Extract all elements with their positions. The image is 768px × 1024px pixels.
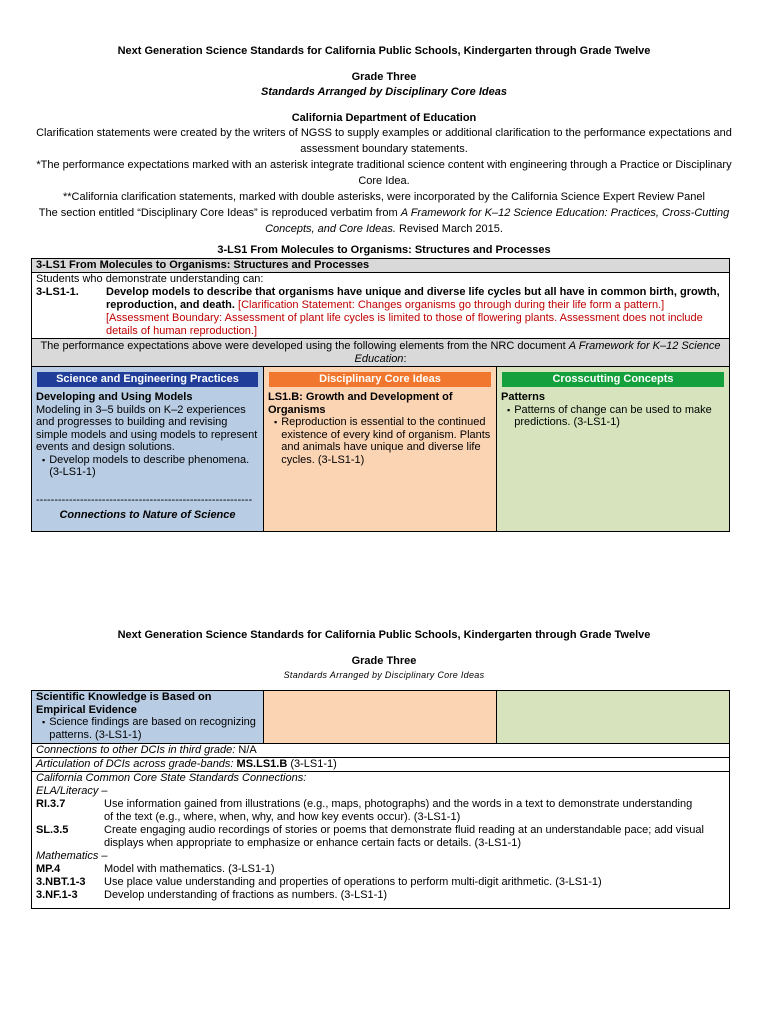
table-header: 3-LS1 From Molecules to Organisms: Structures and Processes [32,259,729,273]
bullet-icon: ▪ [507,404,511,415]
ela-item: RI.3.7 Use information gained from illustrations (e.g., maps, photographs) and the words in a text to demonstrate understanding of the text (e.g., where, when, why, and how key events occur). (3-LS1-1) [36,798,693,823]
sep-continued-bullet: ▪ Science findings are based on recognizing patterns. (3-LS1-1) [42,716,256,741]
dci-continued-cell [264,691,497,744]
bullet-icon: ▪ [42,454,46,465]
standards-table [31,258,730,532]
ela-heading: ELA/Literacy – [36,785,108,797]
articulation-row: Articulation of DCIs across grade-bands: MS.LS1.B (3-LS1-1) [32,758,729,772]
students-line: Students who demonstrate understanding can: [36,273,264,285]
connections-table [31,690,730,909]
dci-column [264,367,497,531]
sep-column [32,367,264,531]
page2-title: Next Generation Science Standards for California Public Schools, Kindergarten through Grade Twelve [117,629,651,641]
performance-expectation-row [32,273,729,339]
nature-of-science-heading: Connections to Nature of Science [59,508,236,521]
ccc-title: Crosscutting Concepts [502,372,724,387]
bullet-icon: ▪ [42,717,46,727]
ccc-bullet: ▪ Patterns of change can be used to make predictions. (3-LS1-1) [507,403,712,428]
math-item: MP.4 Model with mathematics. (3-LS1-1) [36,863,275,875]
bullet-icon: ▪ [274,417,278,427]
developed-using-row: The performance expectations above were developed using the following elements from the NRC document A Framework for K–12 Science Education: [32,339,729,367]
connections-row: Connections to other DCIs in third grade: N/A [32,744,729,758]
framework-note: The section entitled “Disciplinary Core Ideas” is reproduced verbatim from A Framework for K–12 Science Education: Practices, Cross-Cutting Concepts, and Core Ideas. Revised March 2015. [38,207,730,235]
department-heading: California Department of Education [291,112,477,124]
page-title: Next Generation Science Standards for California Public Schools, Kindergarten through Grade Twelve [117,45,651,57]
section-heading: 3-LS1 From Molecules to Organisms: Structures and Processes [217,244,551,256]
page2-grade-heading: Grade Three [351,655,417,667]
dci-heading: LS1.B: Growth and Development of Organisms [268,391,453,416]
pe-text: Develop models to describe that organisms have unique and diverse life cycles but all have in common birth, growth, reproduction, and death. [106,286,720,311]
dci-title: Disciplinary Core Ideas [269,372,491,387]
sep-continued-heading: Scientific Knowledge is Based on Empirical Evidence [36,691,212,716]
sep-bullet: ▪ Develop models to describe phenomena. (3-LS1-1) [42,453,250,478]
pe-clarification: [Clarification Statement: Changes organisms go through during their life form a pattern.] [Assessment Boundary: Assessment of plant life cycles is limited to those of flowering plants. Assessment does not include details of human reproduction.] [106,299,703,337]
ela-item: SL.3.5 Create engaging audio recordings of stories or poems that demonstrate fluid reading at an understandable pace; add visual displays when appropriate to emphasize or enhance certain facts or details. (3-LS1-1) [36,824,704,849]
ccss-block [32,772,729,902]
intro-block [30,125,738,237]
math-item: 3.NBT.1-3 Use place value understanding and properties of operations to perform multi-digit arithmetic. (3-LS1-1) [36,876,602,888]
ccss-heading: California Common Core State Standards Connections: [36,772,307,784]
sep-continued-cell [32,691,264,744]
page2-subtitle: Standards Arranged by Disciplinary Core Ideas [283,670,485,680]
sep-heading: Developing and Using Models [36,391,193,403]
ccc-heading: Patterns [501,391,546,403]
ccc-continued-cell [497,691,729,744]
double-asterisk-note: **California clarification statements, marked with double asterisks, were incorporated by the California Science Expert Review Panel [63,191,705,203]
subtitle: Standards Arranged by Disciplinary Core Ideas [261,86,507,98]
grade-heading: Grade Three [351,71,417,83]
sep-body: Modeling in 3–5 builds on K–2 experiences and progresses to building and revising simple models and using models to represent events and design solutions. [36,403,258,453]
ccc-column [497,367,729,531]
math-item: 3.NF.1-3 Develop understanding of fractions as numbers. (3-LS1-1) [36,889,388,901]
dash-divider: ----------------------------------------------------------- [36,493,253,506]
math-heading: Mathematics – [36,850,108,862]
clarification-note: Clarification statements were created by the writers of NGSS to supply examples or additional clarification to the performance expectations and assessment boundary statements. [36,127,732,155]
dci-bullet: ▪ Reproduction is essential to the continued existence of every kind of organism. Plants and animals have unique and diverse life cycles. (3-LS1-1) [274,416,491,466]
asterisk-note: *The performance expectations marked with an asterisk integrate traditional science content with engineering through a Practice or Disciplinary Core Idea. [36,159,732,187]
pe-code: 3-LS1-1. [36,286,79,298]
sep-title: Science and Engineering Practices [37,372,258,387]
